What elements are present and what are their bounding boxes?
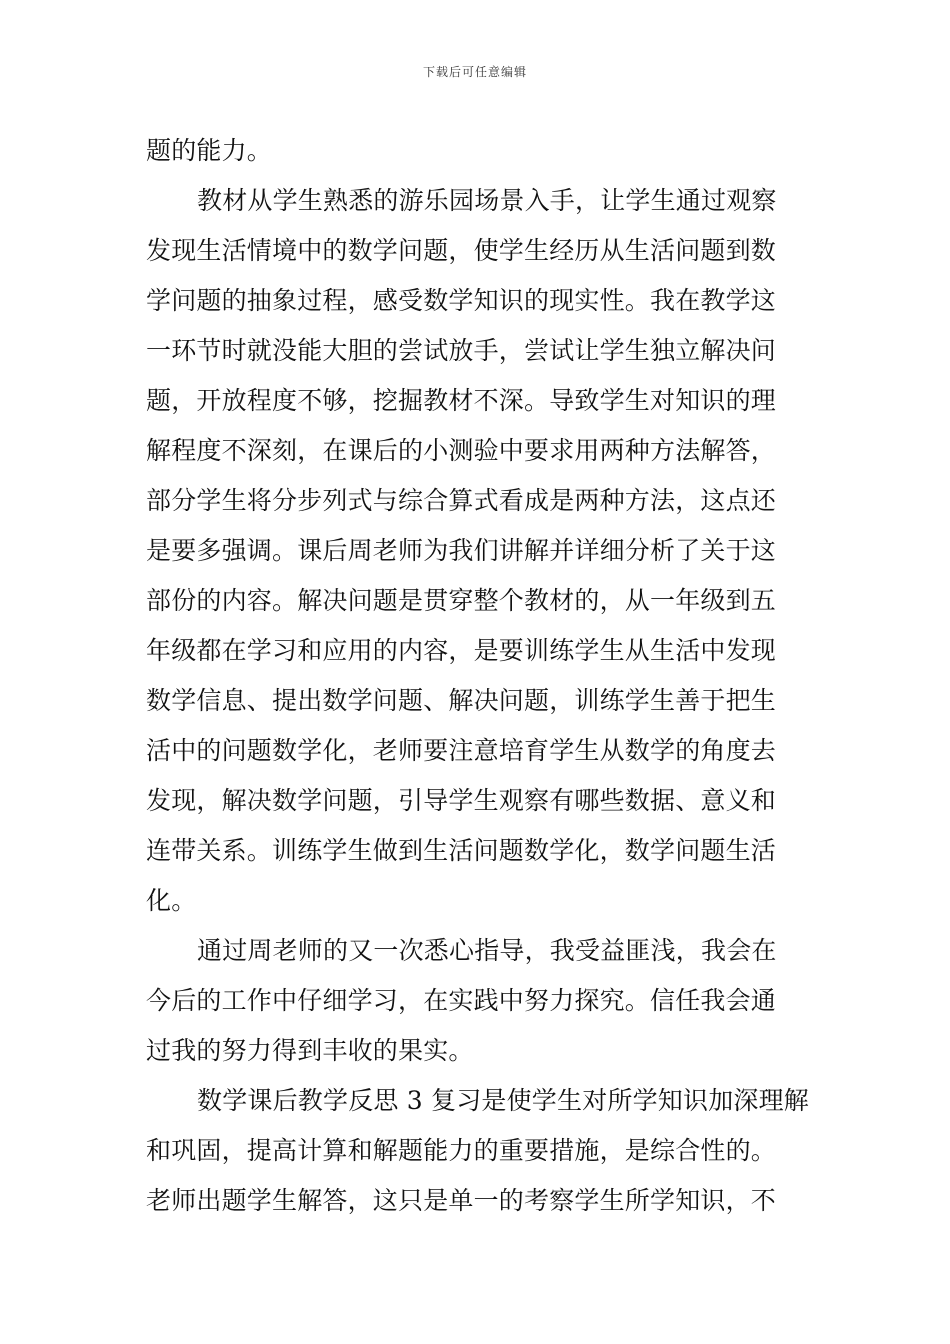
body-line: 老师出题学生解答，这只是单一的考察学生所学知识，不	[146, 1186, 777, 1215]
body-line: 数学信息、提出数学问题、解决问题，训练学生善于把生	[146, 686, 777, 715]
paragraph-first-line: 教材从学生熟悉的游乐园场景入手，让学生通过观察	[197, 186, 777, 215]
paragraph-first-line: 通过周老师的又一次悉心指导，我受益匪浅，我会在	[197, 936, 777, 965]
body-line: 发现，解决数学问题，引导学生观察有哪些数据、意义和	[146, 786, 777, 815]
body-line: 解程度不深刻，在课后的小测验中要求用两种方法解答，	[146, 436, 777, 465]
body-line: 活中的问题数学化，老师要注意培育学生从数学的角度去	[146, 736, 777, 765]
page-header: 下载后可任意编辑	[422, 65, 527, 79]
body-line: 发现生活情境中的数学问题，使学生经历从生活问题到数	[146, 236, 777, 265]
body-line: 学问题的抽象过程，感受数学知识的现实性。我在教学这	[146, 286, 777, 315]
body-line: 和巩固，提高计算和解题能力的重要措施，是综合性的。	[146, 1136, 777, 1165]
body-line: 连带关系。训练学生做到生活问题数学化，数学问题生活	[146, 836, 777, 865]
body-line: 题的能力。	[146, 136, 273, 165]
paragraph-first-line: 数学课后教学反思 3 复习是使学生对所学知识加深理解	[197, 1086, 810, 1115]
body-line: 今后的工作中仔细学习，在实践中努力探究。信任我会通	[146, 986, 777, 1015]
body-line: 过我的努力得到丰收的果实。	[146, 1036, 474, 1065]
body-line: 是要多强调。课后周老师为我们讲解并详细分析了关于这	[146, 536, 777, 565]
body-line: 年级都在学习和应用的内容，是要训练学生从生活中发现	[146, 636, 777, 665]
body-line: 题，开放程度不够，挖掘教材不深。导致学生对知识的理	[146, 386, 777, 415]
body-line: 部份的内容。解决问题是贯穿整个教材的，从一年级到五	[146, 586, 777, 615]
body-line: 部分学生将分步列式与综合算式看成是两种方法，这点还	[146, 486, 777, 515]
body-line: 化。	[146, 886, 197, 915]
body-line: 一环节时就没能大胆的尝试放手，尝试让学生独立解决问	[146, 336, 777, 365]
